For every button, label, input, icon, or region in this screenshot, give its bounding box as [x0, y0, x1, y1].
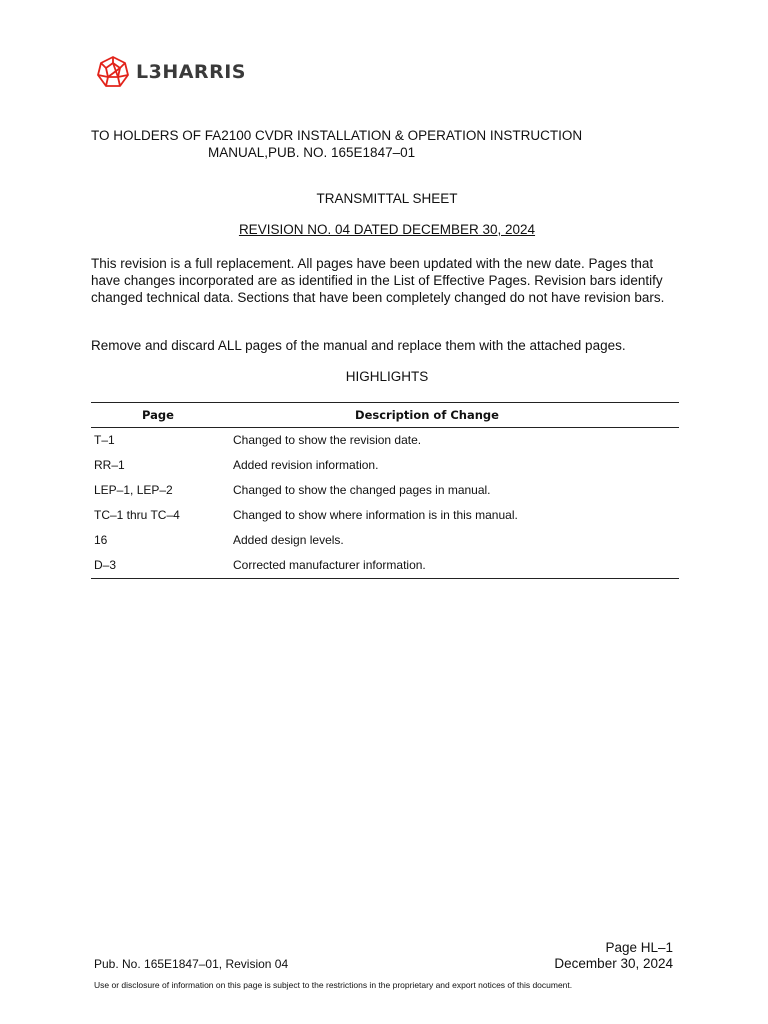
logo-wordmark: L3HARRIS: [136, 61, 246, 83]
revision-description: This revision is a full replacement. All pages have been updated with the new date. Pages that have changes incorporated are as identified in the List of Effective Pages. Revision bars identify changed technical data. Sections that have been completely changed do not have revision bars.: [91, 256, 665, 305]
row-page: RR–1: [94, 458, 125, 473]
addressee-block: [91, 127, 691, 161]
row-description: Changed to show where information is in this manual.: [233, 507, 518, 522]
row-description: Changed to show the revision date.: [233, 433, 422, 448]
page-number: Page HL–1: [605, 940, 673, 955]
addressee-line-1: TO HOLDERS OF FA2100 CVDR INSTALLATION & OPERATION INSTRUCTION: [91, 128, 583, 143]
row-page: LEP–1, LEP–2: [94, 482, 173, 497]
revision-title-text: REVISION NO. 04 DATED DECEMBER 30, 2024: [238, 222, 536, 237]
row-description: Added revision information.: [233, 458, 379, 473]
revision-title: [0, 222, 768, 237]
l3harris-globe-icon: [96, 55, 130, 89]
header-description: Description of Change: [355, 408, 499, 422]
footer-page-info: [554, 940, 673, 972]
row-page: D–3: [94, 557, 117, 572]
table-header: [91, 403, 679, 428]
row-page: TC–1 thru TC–4: [94, 507, 180, 522]
proprietary-notice: Use or disclosure of information on this page is subject to the restrictions in the proprietary and export notices of this document.: [94, 980, 573, 990]
header-page: Page: [142, 408, 174, 422]
highlights-table: [91, 402, 679, 579]
row-description: Corrected manufacturer information.: [233, 557, 426, 572]
table-row: [91, 502, 679, 527]
table-row: [91, 428, 679, 453]
footer-pub-number: Pub. No. 165E1847–01, Revision 04: [94, 957, 289, 971]
highlights-title: HIGHLIGHTS: [345, 369, 429, 384]
table-row: [91, 453, 679, 478]
l3harris-logo: [96, 55, 246, 89]
addressee-line-2: MANUAL,PUB. NO. 165E1847–01: [208, 145, 416, 160]
transmittal-title: TRANSMITTAL SHEET: [316, 191, 458, 206]
footer-date: December 30, 2024: [554, 956, 673, 971]
row-page: T–1: [94, 433, 115, 448]
table-row: [91, 527, 679, 552]
replacement-instruction: Remove and discard ALL pages of the manual and replace them with the attached pages.: [91, 338, 626, 353]
row-page: 16: [94, 532, 108, 547]
table-row: [91, 478, 679, 503]
row-description: Added design levels.: [233, 532, 344, 547]
row-description: Changed to show the changed pages in manual.: [233, 482, 491, 497]
table-row: [91, 552, 679, 578]
